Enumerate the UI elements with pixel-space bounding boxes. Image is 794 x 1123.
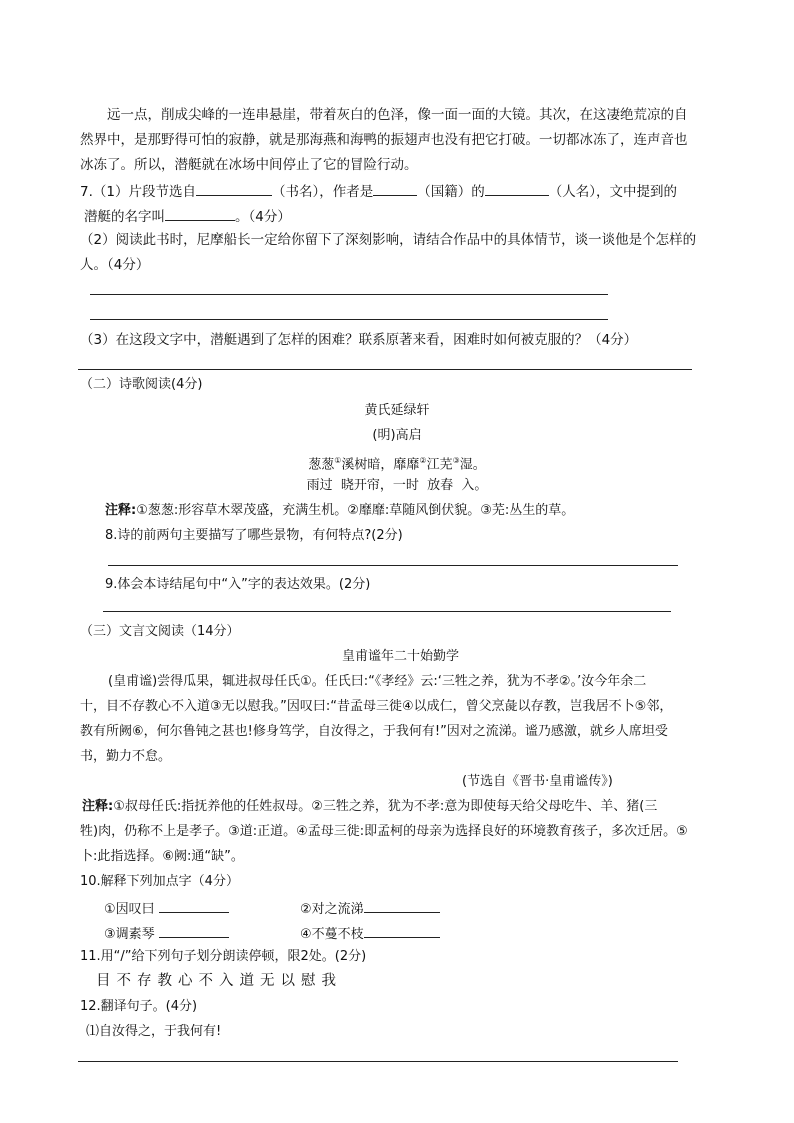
poetry-section-heading: （二）诗歌阅读(4分) — [80, 377, 203, 392]
classical-para-3: 教有所阙⑥，何尔鲁钝之甚也!修身笃学，自汝得之，于我何有!”因对之流涕。谧乃感激，就乡人席坦受 — [80, 724, 668, 739]
classical-notes-2: 牲)肉，仍称不上是孝子。③道:正道。④孟母三徙:即孟柯的母亲为选择良好的环境教育孩子，多次迁居。⑤ — [80, 824, 688, 839]
passage-line-3: 冰冻了。所以，潜艇就在冰场中间停止了它的冒险行动。 — [80, 157, 418, 173]
classical-notes-3: 卜:此指选择。⑥阙:通“缺”。 — [80, 849, 244, 864]
q7-text-f: 。（4分） — [235, 209, 291, 225]
passage-line-1: 远一点，削成尖峰的一连串悬崖，带着灰白的色泽，像一面一面的大镜。其次，在这凄绝荒凉的自 — [107, 107, 688, 123]
pause-sentence[interactable]: 目不存教心不入道无以慰我 — [96, 973, 342, 989]
book-title-blank[interactable] — [196, 181, 272, 196]
note-text: ①叔母任氏:指抚养他的任姓叔母。②三牲之养，犹为不孝:意为即使每天给父母吃牛、羊、猪(三 — [113, 799, 658, 814]
question-12: 12.翻译句子。(4分) — [80, 999, 198, 1014]
question-9: 9.体会本诗结尾句中“入”字的表达效果。(2分) — [105, 577, 371, 592]
q7-text-d: （人名），文中提到的 — [548, 184, 677, 200]
poem-line-1 — [0, 452, 794, 474]
word-item-4 — [300, 923, 440, 944]
poem-notes — [105, 502, 574, 520]
classical-section-heading: （三）文言文阅读（14分） — [80, 624, 240, 639]
poem-text: 葱葱 — [308, 457, 335, 473]
poem-author: (明)高启 — [372, 428, 422, 443]
word-label: ②对之流涕 — [300, 902, 364, 917]
word-item-1 — [104, 898, 229, 919]
poem-title: 黄氏延绿轩 — [364, 403, 430, 418]
footnote-mark: ③ — [452, 456, 460, 465]
word-label: ④不蔓不枝 — [300, 927, 364, 942]
poem-text: 湿。 — [459, 457, 486, 473]
word-blank[interactable] — [364, 898, 440, 913]
note-label: 注释: — [105, 503, 137, 518]
word-blank[interactable] — [159, 923, 229, 938]
footnote-mark: ② — [419, 456, 427, 465]
q7-part2-cont: 人。（4分） — [80, 257, 150, 273]
answer-line[interactable] — [90, 294, 608, 295]
q7-text-e: 潜艇的名字叫 — [84, 209, 165, 225]
answer-line[interactable] — [103, 611, 671, 612]
q7-text-b: （书名），作者是 — [271, 184, 374, 200]
q7-text-c: （国籍）的 — [417, 184, 485, 200]
question-11: 11.用“/”给下列句子划分朗读停顿，限2处。(2分) — [80, 949, 367, 964]
author-name-blank[interactable] — [485, 181, 549, 196]
note-text: ①葱葱:形容草木翠茂盛，充满生机。②靡靡:草随风倒伏貌。③芜:丛生的草。 — [136, 503, 575, 518]
word-blank[interactable] — [364, 923, 440, 938]
answer-line[interactable] — [78, 1061, 678, 1062]
q7-part2: （2）阅读此书时，尼摩船长一定给你留下了深刻影响，请结合作品中的具体情节，谈一谈他是个怎样的 — [80, 232, 697, 248]
nationality-blank[interactable] — [373, 181, 417, 196]
word-blank[interactable] — [159, 898, 229, 913]
poem-line-2: 雨过 晓开帘，一时 放春 入。 — [306, 478, 488, 493]
classical-title: 皇甫谧年二十始勤学 — [342, 649, 460, 664]
word-label: ③调素琴 — [104, 927, 155, 942]
question-8: 8.诗的前两句主要描写了哪些景物，有何特点?(2分) — [105, 528, 403, 543]
classical-para-1: (皇甫谧)尝得瓜果，辄进叔母任氏①。任氏曰:“《孝经》云:‘三牲之养，犹为不孝②。’汝今年余二 — [108, 674, 647, 689]
word-item-2 — [300, 898, 440, 919]
poem-text: 溪树暗，靡靡 — [341, 457, 420, 473]
q7-part1-cont — [84, 206, 291, 226]
classical-para-2: 十，目不存教心不入道③无以慰我。”因叹曰:“昔孟母三徙④以成仁，曾父烹彘以存教，岂我居不卜⑤邻， — [80, 699, 673, 714]
note-label: 注释: — [82, 799, 114, 814]
translate-sentence-1: ⑴自汝得之，于我何有! — [86, 1024, 222, 1039]
passage-line-2: 然界中，是那野得可怕的寂静，就是那海燕和海鸭的振翅声也没有把它打破。一切都冰冻了，连声音也 — [80, 132, 688, 148]
q7-part3: （3）在这段文字中，潜艇遇到了怎样的困难？联系原著来看，困难时如何被克服的？（4分） — [80, 332, 638, 348]
word-label: ①因叹曰 — [104, 902, 155, 917]
answer-line[interactable] — [78, 369, 692, 370]
classical-notes-1 — [82, 798, 657, 816]
answer-line[interactable] — [108, 565, 678, 566]
q7-text-a: 7.（1）片段节选自 — [80, 184, 196, 200]
word-item-3 — [104, 923, 229, 944]
poem-text: 江芜 — [426, 457, 453, 473]
classical-para-4: 书，勤力不怠。 — [80, 749, 172, 764]
question-10: 10.解释下列加点字（4分） — [80, 874, 239, 889]
footnote-mark: ① — [334, 456, 342, 465]
q7-part1 — [80, 181, 677, 201]
submarine-name-blank[interactable] — [165, 206, 235, 221]
answer-line[interactable] — [90, 319, 608, 320]
classical-source: (节选自《晋书·皇甫谧传》) — [462, 774, 613, 789]
